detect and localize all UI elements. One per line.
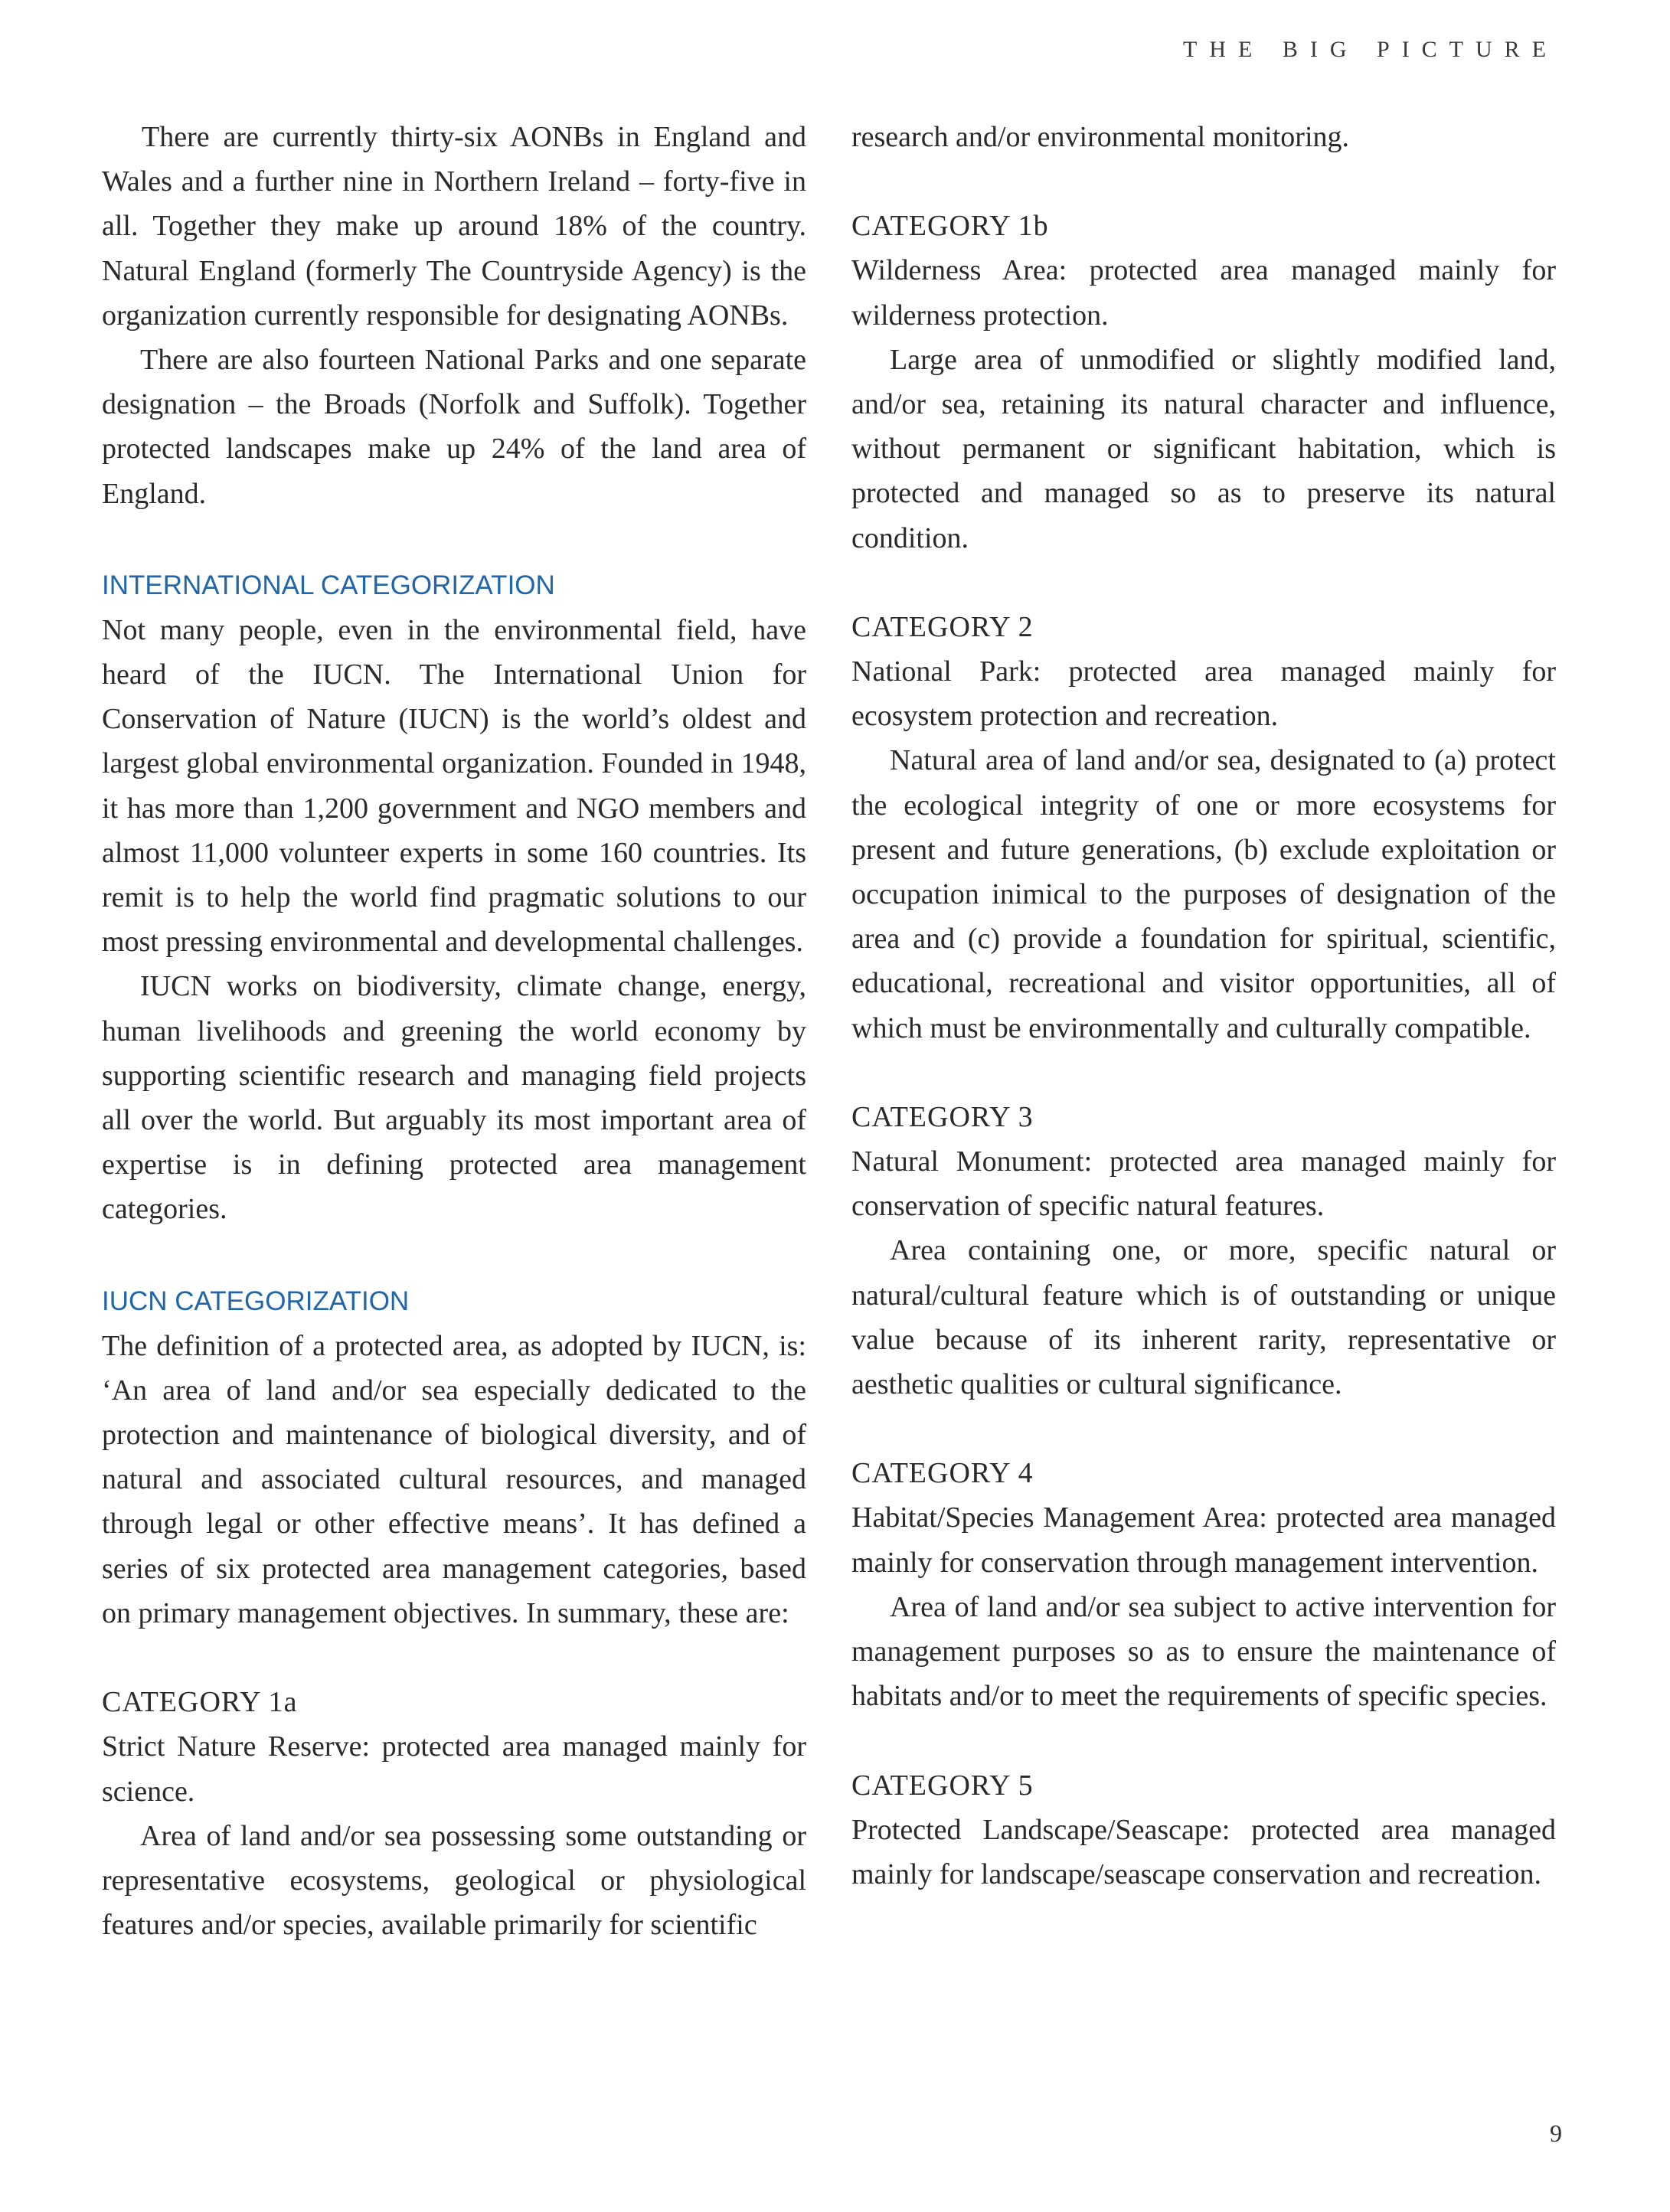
- intro-paragraph-1: There are currently thirty-six AONBs in England and Wales and a further nine in Northern Ireland – forty-five in all. Together they make up around 18% of the country. Natural England (formerly The Countryside Agency) is the organization currently responsible for designating AONBs.: [102, 121, 806, 332]
- category-3-heading: CATEGORY 3: [851, 1100, 1034, 1133]
- iucn-categorization-heading: IUCN CATEGORIZATION: [102, 1286, 410, 1316]
- international-categorization-heading: INTERNATIONAL CATEGORIZATION: [102, 570, 555, 600]
- international-paragraph-1: Not many people, even in the environmental field, have heard of the IUCN. The International Union for Conservation of Nature (IUCN) is the world’s oldest and largest global environmental organization. Founded in 1948, it has more than 1,200 government and NGO members and almost 11,000 volunteer experts in some 160 countries. Its remit is to help the world find pragmatic solutions to our most pressing environmental and developmental challenges.: [102, 613, 806, 959]
- left-column: [102, 115, 806, 1947]
- category-4-heading: CATEGORY 4: [851, 1457, 1034, 1490]
- category-4-description: Area of land and/or sea subject to active intervention for management purposes so as to ensure the maintenance of habitats and/or to meet the requirements of specific species.: [851, 1590, 1556, 1713]
- category-1b-heading: CATEGORY 1b: [851, 210, 1049, 243]
- intro-paragraph-2: There are also fourteen National Parks and one separate designation – the Broads (Norfolk and Suffolk). Together protected landscapes make up 24% of the land area of England.: [102, 344, 806, 510]
- category-1a-heading: CATEGORY 1a: [102, 1686, 298, 1719]
- iucn-definition-paragraph: The definition of a protected area, as adopted by IUCN, is: ‘An area of land and/or sea especially dedicated to the protection and maintenance of biological diversity, and of natural and associated cultural resources, and managed through legal or other effective means’. It has defined a series of six protected area management categories, based on primary management objectives. In summary, these are:: [102, 1329, 806, 1629]
- right-column: [851, 115, 1556, 1897]
- category-2-description: Natural area of land and/or sea, designated to (a) protect the ecological integrity of one or more ecosystems for present and future generations, (b) exclude exploitation or occupation inimical to the purposes of designation of the area and (c) provide a foundation for spiritual, scientific, educational, recreational and visitor opportunities, all of which must be environmentally and culturally compatible.: [851, 744, 1556, 1044]
- category-1a-description-continued: research and/or environmental monitoring.: [851, 121, 1350, 153]
- category-1b-title: Wilderness Area: protected area managed mainly for wilderness protection.: [851, 254, 1556, 332]
- running-head: THE BIG PICTURE: [1183, 37, 1558, 62]
- category-3-description: Area containing one, or more, specific natural or natural/cultural feature which is of outstanding or unique value because of its inherent rarity, representative or aesthetic qualities or cultural significance.: [851, 1234, 1556, 1401]
- category-1a-title: Strict Nature Reserve: protected area managed mainly for science.: [102, 1730, 806, 1808]
- category-2-heading: CATEGORY 2: [851, 610, 1034, 643]
- international-paragraph-2: IUCN works on biodiversity, climate change, energy, human livelihoods and greening the world economy by supporting scientific research and managing field projects all over the world. But arguably its most important area of expertise is in defining protected area management categories.: [102, 970, 806, 1226]
- category-1a-description: Area of land and/or sea possessing some outstanding or representative ecosystems, geological or physiological features and/or species, available primarily for scientific: [102, 1819, 806, 1942]
- category-4-title: Habitat/Species Management Area: protected area managed mainly for conservation through management intervention.: [851, 1501, 1556, 1579]
- category-5-heading: CATEGORY 5: [851, 1769, 1034, 1802]
- category-5-title: Protected Landscape/Seascape: protected area managed mainly for landscape/seascape conservation and recreation.: [851, 1813, 1556, 1890]
- page-number: 9: [1550, 2119, 1562, 2147]
- category-2-title: National Park: protected area managed mainly for ecosystem protection and recreation.: [851, 655, 1556, 733]
- category-3-title: Natural Monument: protected area managed mainly for conservation of specific natural features.: [851, 1145, 1556, 1223]
- category-1b-description: Large area of unmodified or slightly modified land, and/or sea, retaining its natural character and influence, without permanent or significant habitation, which is protected and managed so as to preserve its natural condition.: [851, 343, 1556, 554]
